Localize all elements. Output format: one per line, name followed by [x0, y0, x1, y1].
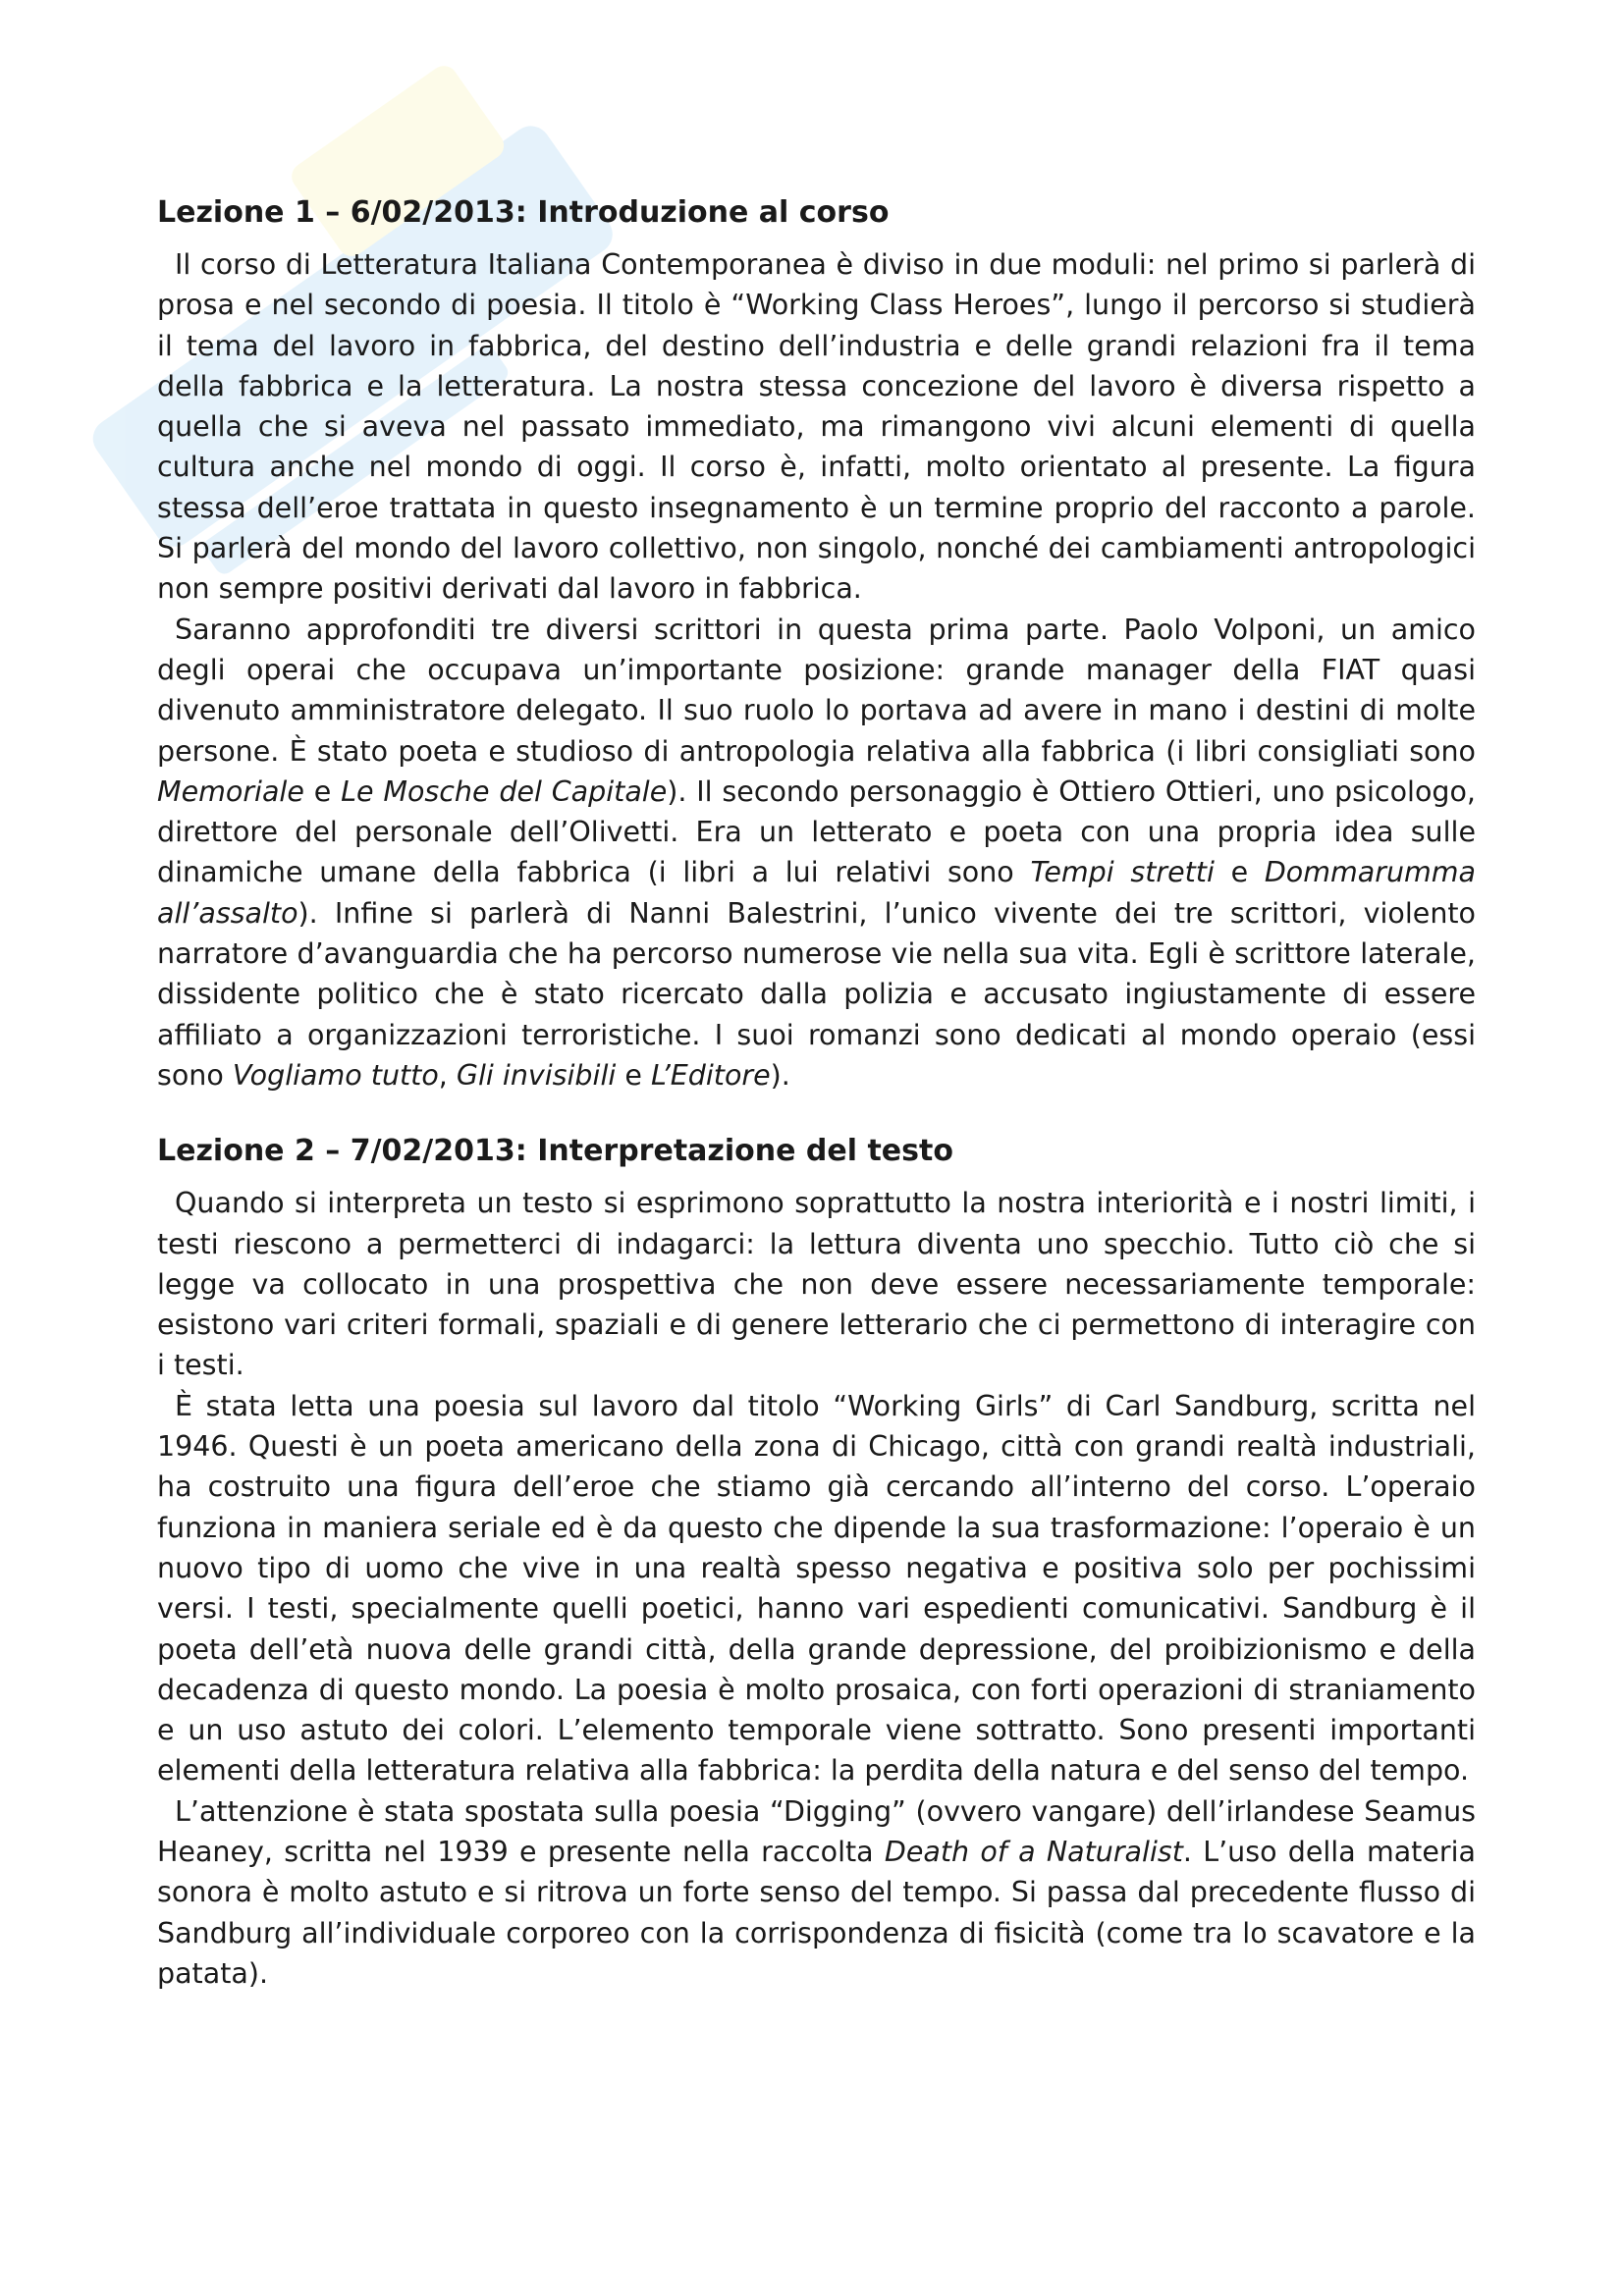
text-run: , [438, 1058, 457, 1092]
book-title: Le Mosche del Capitale [341, 774, 668, 808]
text-run: ). [770, 1058, 790, 1092]
text-run: e [616, 1058, 651, 1092]
text-run: . L’uso della materia sonora è molto astuto e si ritrova un forte senso del tempo. Si passa dal precedente flusso di Sandburg all’individuale corporeo con la corrispondenza di fisicità (come tra lo scavatore e la patata). [157, 1835, 1476, 1990]
document-page [157, 192, 1476, 2029]
book-title: Dommarumma all’assalto [157, 856, 1477, 930]
text-run: e [1214, 856, 1265, 889]
book-title: Memoriale [157, 774, 304, 808]
paragraph [157, 610, 1476, 1096]
text-run: L’attenzione è stata spostata sulla poesia “Digging” (ovvero vangare) dell’irlandese Seamus Heaney, scritta nel 1939 e presente nella raccolta [157, 1794, 1476, 1868]
text-run: Il corso di Letteratura Italiana Contemporanea è diviso in due moduli: nel primo si parlerà di prosa e nel secondo di poesia. Il titolo è “Working Class Heroes”, lungo il percorso si studierà il tema del lavoro in fabbrica, del destino dell’industria e delle grandi relazioni fra il tema della fabbrica e la letteratura. La nostra stessa concezione del lavoro è diversa rispetto a quella che si aveva nel passato immediato, ma rimangono vivi alcuni elementi di quella cultura anche nel mondo di oggi. Il corso è, infatti, molto orientato al presente. La figura stessa dell’eroe trattata in questo insegnamento è un termine proprio del racconto a parole. Si parlerà del mondo del lavoro collettivo, non singolo, nonché dei cambiamenti antropologici non sempre positivi derivati dal lavoro in fabbrica. [157, 248, 1476, 606]
paragraph [157, 1791, 1476, 1994]
section-lezione-1 [157, 192, 1476, 1095]
book-title: L’Editore [650, 1058, 771, 1092]
book-title: Tempi stretti [1030, 856, 1215, 889]
paragraph [157, 1386, 1476, 1791]
paragraph [157, 244, 1476, 610]
text-run: ). Il secondo personaggio è Ottiero Ottieri, uno psicologo, direttore del personale dell’Olivetti. Era un letterato e poeta con una propria idea sulle dinamiche umane della fabbrica (i libri a lui relativi sono [157, 774, 1476, 889]
book-title: Gli invisibili [456, 1058, 617, 1092]
text-run: e [303, 774, 342, 808]
text-run: È stata letta una poesia sul lavoro dal titolo “Working Girls” di Carl Sandburg, scritta nel 1946. Questi è un poeta americano della zona di Chicago, città con grandi realtà industriali, ha costruito una figura dell’eroe che stiamo già cercando all’interno del corso. L’operaio funziona in maniera seriale ed è da questo che dipende la sua trasformazione: l’operaio è un nuovo tipo di uomo che vive in una realtà spesso negativa e positiva solo per pochissimi versi. I testi, specialmente quelli poetici, hanno vari espedienti comunicativi. Sandburg è il poeta dell’età nuova delle grandi città, della grande depressione, del proibizionismo e della decadenza di questo mondo. La poesia è molto prosaica, con forti operazioni di straniamento e un uso astuto dei colori. L’elemento temporale viene sottratto. Sono presenti importanti elementi della letteratura relativa alla fabbrica: la perdita della natura e del senso del tempo. [157, 1389, 1476, 1788]
text-run: ). Infine si parlerà di Nanni Balestrini, l’unico vivente dei tre scrittori, violento narratore d’avanguardia che ha percorso numerose vie nella sua vita. Egli è scrittore laterale, dissidente politico che è stato ricercato dalla polizia e accusato ingiustamente di essere affiliato a organizzazioni terroristiche. I suoi romanzi sono dedicati al mondo operaio (essi sono [157, 896, 1476, 1092]
section-heading: Lezione 2 – 7/02/2013: Interpretazione del testo [157, 1134, 953, 1169]
book-title: Vogliamo tutto [232, 1058, 439, 1092]
book-title: Death of a Naturalist [884, 1835, 1183, 1868]
section-lezione-2 [157, 1131, 1476, 1994]
text-run: Saranno approfonditi tre diversi scrittori in questa prima parte. Paolo Volponi, un amico degli operai che occupava un’importante posizione: grande manager della FIAT quasi divenuto amministratore delegato. Il suo ruolo lo portava ad avere in mano i destini di molte persone. È stato poeta e studioso di antropologia relativa alla fabbrica (i libri consigliati sono [157, 613, 1476, 768]
paragraph [157, 1183, 1476, 1385]
text-run: Quando si interpreta un testo si esprimono soprattutto la nostra interiorità e i nostri limiti, i testi riescono a permetterci di indagarci: la lettura diventa uno specchio. Tutto ciò che si legge va collocato in una prospettiva che non deve essere necessariamente temporale: esistono vari criteri formali, spaziali e di genere letterario che ci permettono di interagire con i testi. [157, 1187, 1476, 1382]
section-heading: Lezione 1 – 6/02/2013: Introduzione al corso [157, 195, 890, 230]
